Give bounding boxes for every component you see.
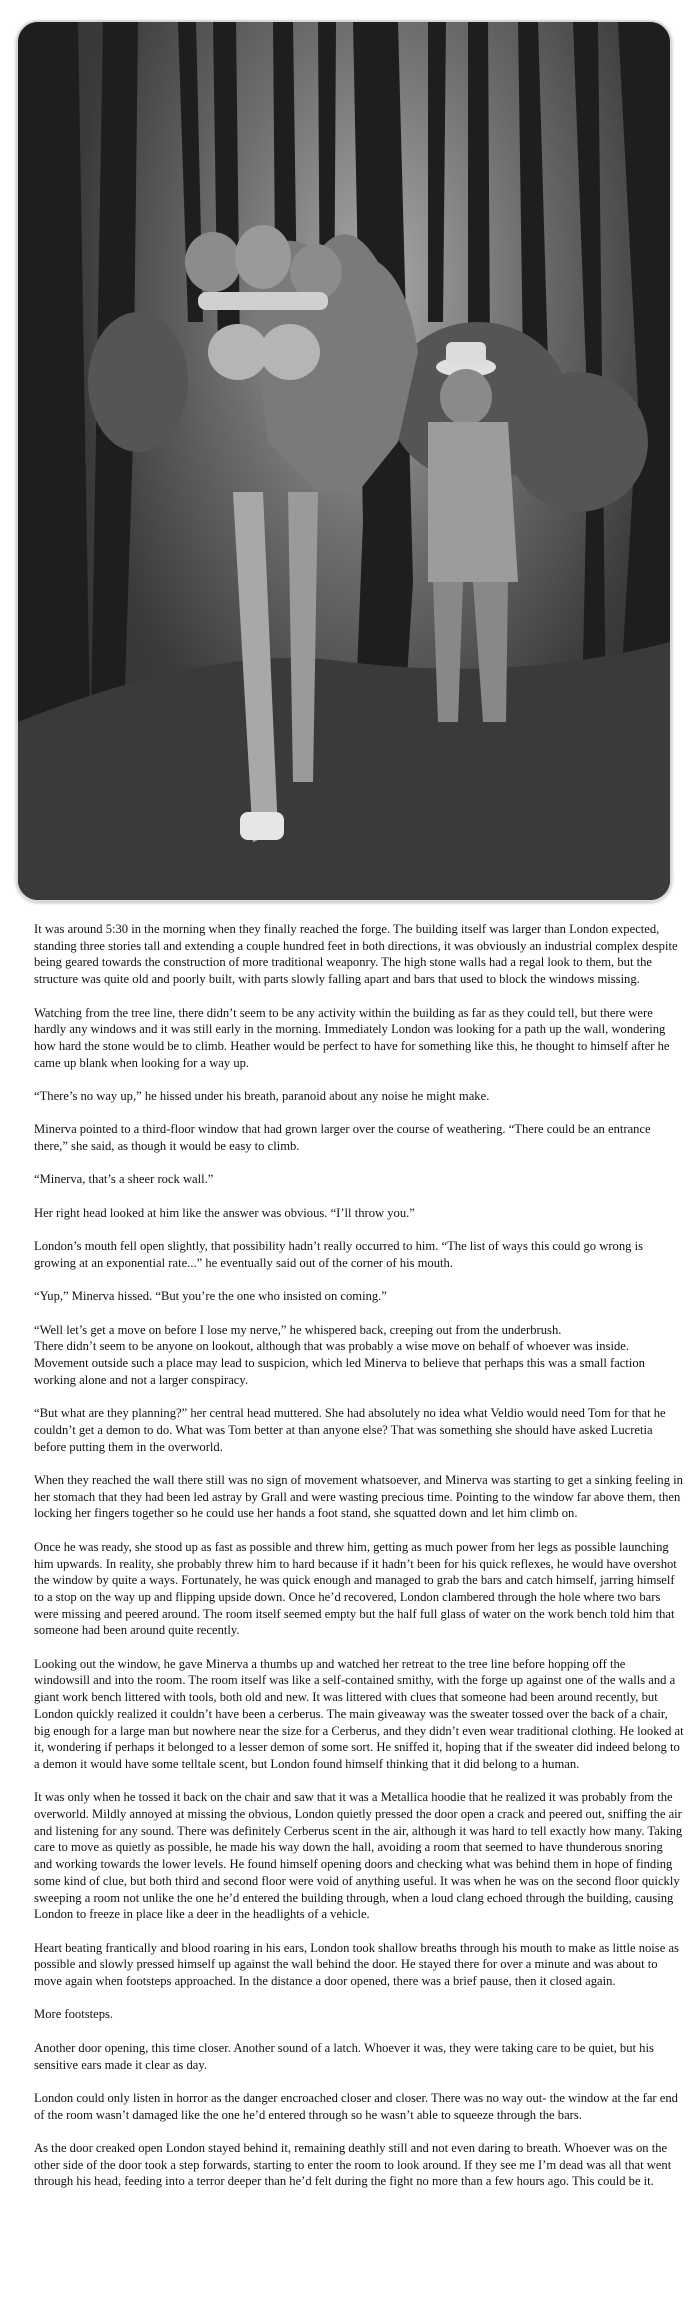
story-paragraph: As the door creaked open London stayed behind it, remaining deathly still and not even daring to breath. Whoever was on the other side of the door took a step forwards, starting to enter the room to look around. If they see me I’m dead was all that went through his head, feeding into a terror deeper than he’d felt during the fight no more than a few hours ago. This could be it. xyxy=(34,2141,672,2189)
story-paragraph: “Yup,” Minerva hissed. “But you’re the one who insisted on coming.” xyxy=(34,1289,387,1304)
story-paragraph: Her right head looked at him like the answer was obvious. “I’ll throw you.” xyxy=(34,1205,415,1220)
story-paragraph: London could only listen in horror as the danger encroached closer and closer. There was no way out- the window at the far end of the room wasn’t damaged like the one he’d entered through so he wasn’t able to squeeze through the bars. xyxy=(34,2090,678,2122)
story-paragraph: “There’s no way up,” he hissed under his breath, paranoid about any noise he might make. xyxy=(34,1089,490,1103)
story-paragraph: Minerva pointed to a third-floor window that had grown larger over the course of weathering. “There could be an entrance there,” she said, as though it would be easy to climb. xyxy=(34,1122,651,1154)
story-text xyxy=(34,921,684,2207)
story-paragraph: When they reached the wall there still was no sign of movement whatsoever, and Minerva was starting to get a sinking feeling in her stomach that they had been led astray by Grall and were wasting precious time. Pointing to the window far above them, then locking her fingers together so he could use her hands a foot stand, she squatted down and let him climb on. xyxy=(34,1473,683,1521)
story-paragraph: Watching from the tree line, there didn’t seem to be any activity within the building as far as they could tell, but there were hardly any windows and it was still early in the morning. Immediately London was looking for a path up the wall, wondering how hard the stone would be to climb. Heather would be perfect to have for something like this, he thought to himself after he came up blank when looking for a way up. xyxy=(34,1005,670,1070)
story-paragraph: “Well let’s get a move on before I lose my nerve,” he whispered back, creeping out from the underbrush. There didn’t seem to be anyone on lookout, although that was probably a wise move on behalf of whoever was inside. Movement outside such a place may lead to suspicion, which led Minerva to believe that perhaps this was a small faction working alone and not a larger conspiracy. xyxy=(34,1322,645,1387)
story-paragraph: Another door opening, this time closer. Another sound of a latch. Whoever it was, they were taking care to be quiet, but his sensitive ears made it clear as day. xyxy=(34,2040,654,2072)
story-paragraph: “Minerva, that’s a sheer rock wall.” xyxy=(34,1172,214,1187)
forest-scene-image xyxy=(18,22,670,900)
story-paragraph: It was around 5:30 in the morning when they finally reached the forge. The building itself was larger than London expected, standing three stories tall and extending a couple hundred feet in both directions, it was obviously an industrial complex despite being geared towards the construction of more traditional weaponry. The high stone walls had a regal look to them, but the structure was quite old and poorly built, with parts slowly falling apart and bars that used to block the windows missing. xyxy=(34,922,678,987)
story-paragraph: It was only when he tossed it back on the chair and saw that it was a Metallica hoodie that he realized it was probably from the overworld. Mildly annoyed at missing the obvious, London quietly pressed the door open a crack and peered out, sniffing the air and listening for any sound. There was definitely Cerberus scent in the air, although it was hard to tell exactly how many. Taking care to move as quietly as possible, he made his way down the hall, avoiding a room that seemed to have thunderous snoring and working towards the lower levels. He found himself opening doors and checking what was behind them in hope of finding some kind of clue, but both third and second floor were void of anything useful. It was when he was on the second floor quickly sweeping a room not unlike the one he’d entered the building through, when a loud clang echoed through the building, causing London to freeze in place like a deer in the headlights of a vehicle. xyxy=(34,1790,683,1922)
story-paragraph: “But what are they planning?” her central head muttered. She had absolutely no idea what Veldio would need Tom for that he couldn’t get a demon to do. What was Tom better at than anyone else? That was something she should have asked Lucretia before putting them in the overworld. xyxy=(34,1406,666,1454)
story-paragraph: London’s mouth fell open slightly, that possibility hadn’t really occurred to him. “The list of ways this could go wrong is growing at an exponential rate...” he eventually said out of the corner of his mouth. xyxy=(34,1239,643,1270)
story-paragraph: More footsteps. xyxy=(34,2007,114,2022)
story-paragraph: Looking out the window, he gave Minerva a thumbs up and watched her retreat to the tree line before hopping off the windowsill and into the room. The room itself was like a self-contained smithy, with the forge up against one of the walls and a giant work bench littered with tools, both old and new. It was littered with clues that someone had been around recently, but London quickly realized it couldn’t have been a cerberus. The main giveaway was the sweater tossed over the back of a chair, big enough for a large man but nowhere near the size for a Cerberus, and they didn’t even wear traditional clothing. He looked at it, wondering if perhaps it belonged to a lesser demon of some sort. He sniffed it, hoping that if the sweater did indeed belong to a demon it would have some telltale scent, but London found himself thinking that it did belong to a human. xyxy=(34,1656,684,1771)
story-paragraph: Heart beating frantically and blood roaring in his ears, London took shallow breaths through his mouth to make as little noise as possible and slowly pressed himself up against the wall behind the door. He stayed there for over a minute and was about to move again when footsteps approached. In the distance a door opened, there was a brief pause, then it closed again. xyxy=(34,1940,679,1989)
story-paragraph: Once he was ready, she stood up as fast as possible and threw him, getting as much power from her legs as possible launching him upwards. In reality, she probably threw him to hard because if it hadn’t been for his quick reflexes, he would have overshot the window by quite a ways. Fortunately, he was quick enough and managed to grab the bars and catch himself, jarring himself to a stop on the way up and flipping upside down. Once he’d recovered, London clambered through the hole where two bars were missing and peered around. The room itself seemed empty but the half full glass of water on the work bench told him that someone had been around quite recently. xyxy=(34,1539,677,1638)
story-illustration xyxy=(16,20,672,902)
